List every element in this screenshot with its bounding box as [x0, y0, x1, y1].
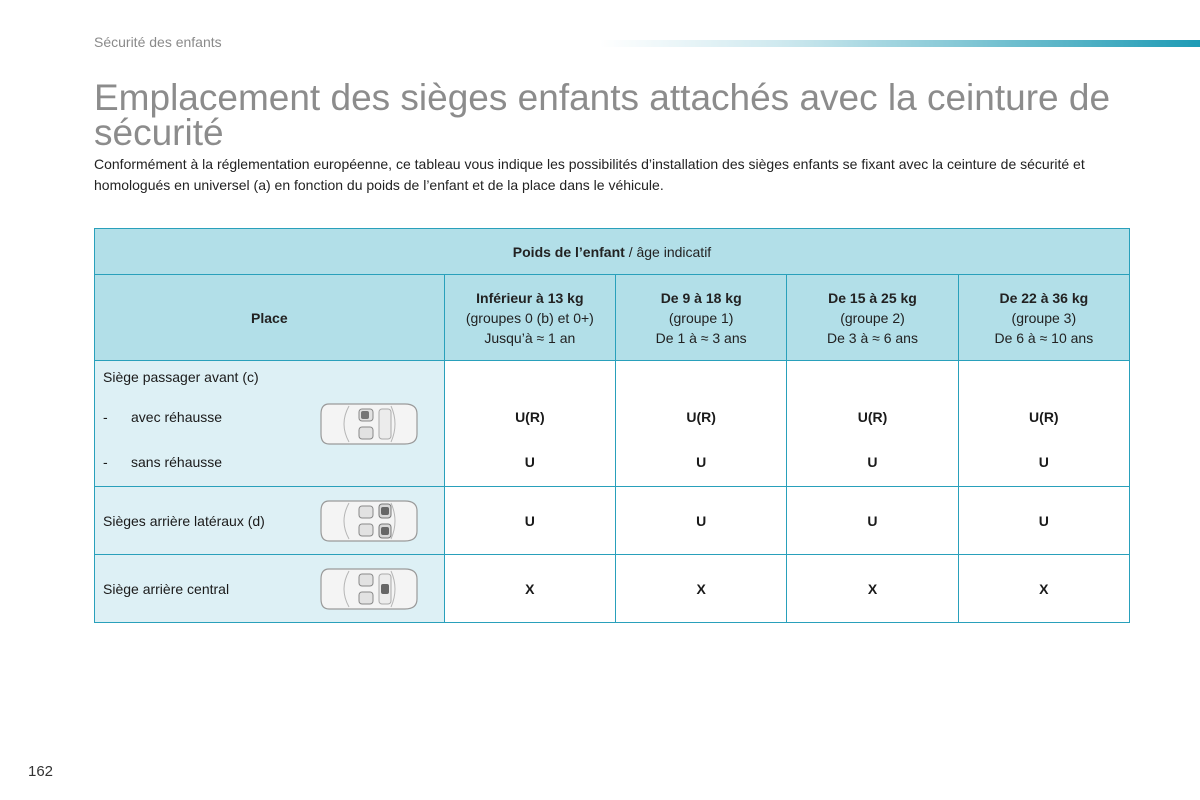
child-seat-table — [94, 228, 1130, 623]
column-title: De 9 à 18 kg — [660, 289, 742, 306]
place-cell — [95, 487, 445, 555]
value-cell: U — [444, 487, 615, 555]
table-row-front-passenger — [95, 361, 1130, 487]
column-header-1 — [616, 275, 787, 361]
header-accent-bar — [600, 40, 1200, 47]
column-age: De 3 à ≈ 6 ans — [827, 329, 918, 346]
value-cell: U(R) U — [958, 361, 1129, 487]
column-header-0 — [444, 275, 615, 361]
value-cell: U(R) U — [616, 361, 787, 487]
car-rear-center-seat-icon — [319, 565, 419, 613]
column-group: (groupes 0 (b) et 0+) — [465, 309, 594, 326]
sub-row-label-without-booster: - sans réhausse — [103, 454, 223, 470]
row-label: Sièges arrière latéraux (d) — [103, 512, 265, 529]
car-front-passenger-seat-icon — [319, 400, 419, 448]
column-age: De 6 à ≈ 10 ans — [994, 329, 1094, 346]
value-cell: X — [787, 555, 958, 623]
column-title: Inférieur à 13 kg — [476, 289, 584, 306]
place-label: Place — [251, 309, 288, 326]
table-row-rear-center — [95, 555, 1130, 623]
header-main-rest: / âge indicatif — [624, 243, 712, 260]
value-cell: U — [616, 487, 787, 555]
column-title: De 22 à 36 kg — [999, 289, 1089, 306]
place-cell — [95, 361, 445, 487]
page-number: 162 — [28, 763, 54, 780]
column-title: De 15 à 25 kg — [828, 289, 917, 306]
value-cell: U — [787, 487, 958, 555]
table-row-rear-side — [95, 487, 1130, 555]
value-cell: U — [958, 487, 1129, 555]
car-rear-side-seats-icon — [319, 497, 419, 545]
page-heading: Emplacement des sièges enfants attachés avec la ceinture de sécurité — [94, 77, 1111, 153]
value-cell: X — [444, 555, 615, 623]
place-cell — [95, 555, 445, 623]
column-group: (groupe 1) — [668, 309, 734, 326]
header-main-bold: Poids de l’enfant — [512, 243, 625, 260]
row-label: Siège arrière central — [103, 580, 230, 597]
row-label: Siège passager avant (c) — [103, 369, 259, 385]
section-title: Sécurité des enfants — [94, 34, 222, 50]
column-header-2 — [787, 275, 958, 361]
value-cell: X — [616, 555, 787, 623]
column-age: De 1 à ≈ 3 ans — [655, 329, 747, 346]
column-age: Jusqu’à ≈ 1 an — [484, 329, 576, 346]
place-column-header — [95, 275, 445, 361]
column-header-3 — [958, 275, 1129, 361]
column-group: (groupe 2) — [840, 309, 905, 326]
value-cell: U(R) U — [787, 361, 958, 487]
intro-paragraph: Conformément à la réglementation européenne, ce tableau vous indique les possibilités d’installation des sièges enfants se fixant avec la ceinture de sécurité et homologués en universel (a) en fonction du poids de l’enfant et de la place dans le véhicule. — [94, 156, 1085, 193]
column-group: (groupe 3) — [1011, 309, 1077, 326]
sub-row-label-with-booster: - avec réhausse — [103, 409, 223, 425]
table-main-header — [95, 229, 1130, 275]
value-cell: X — [958, 555, 1129, 623]
value-cell: U(R) U — [444, 361, 615, 487]
